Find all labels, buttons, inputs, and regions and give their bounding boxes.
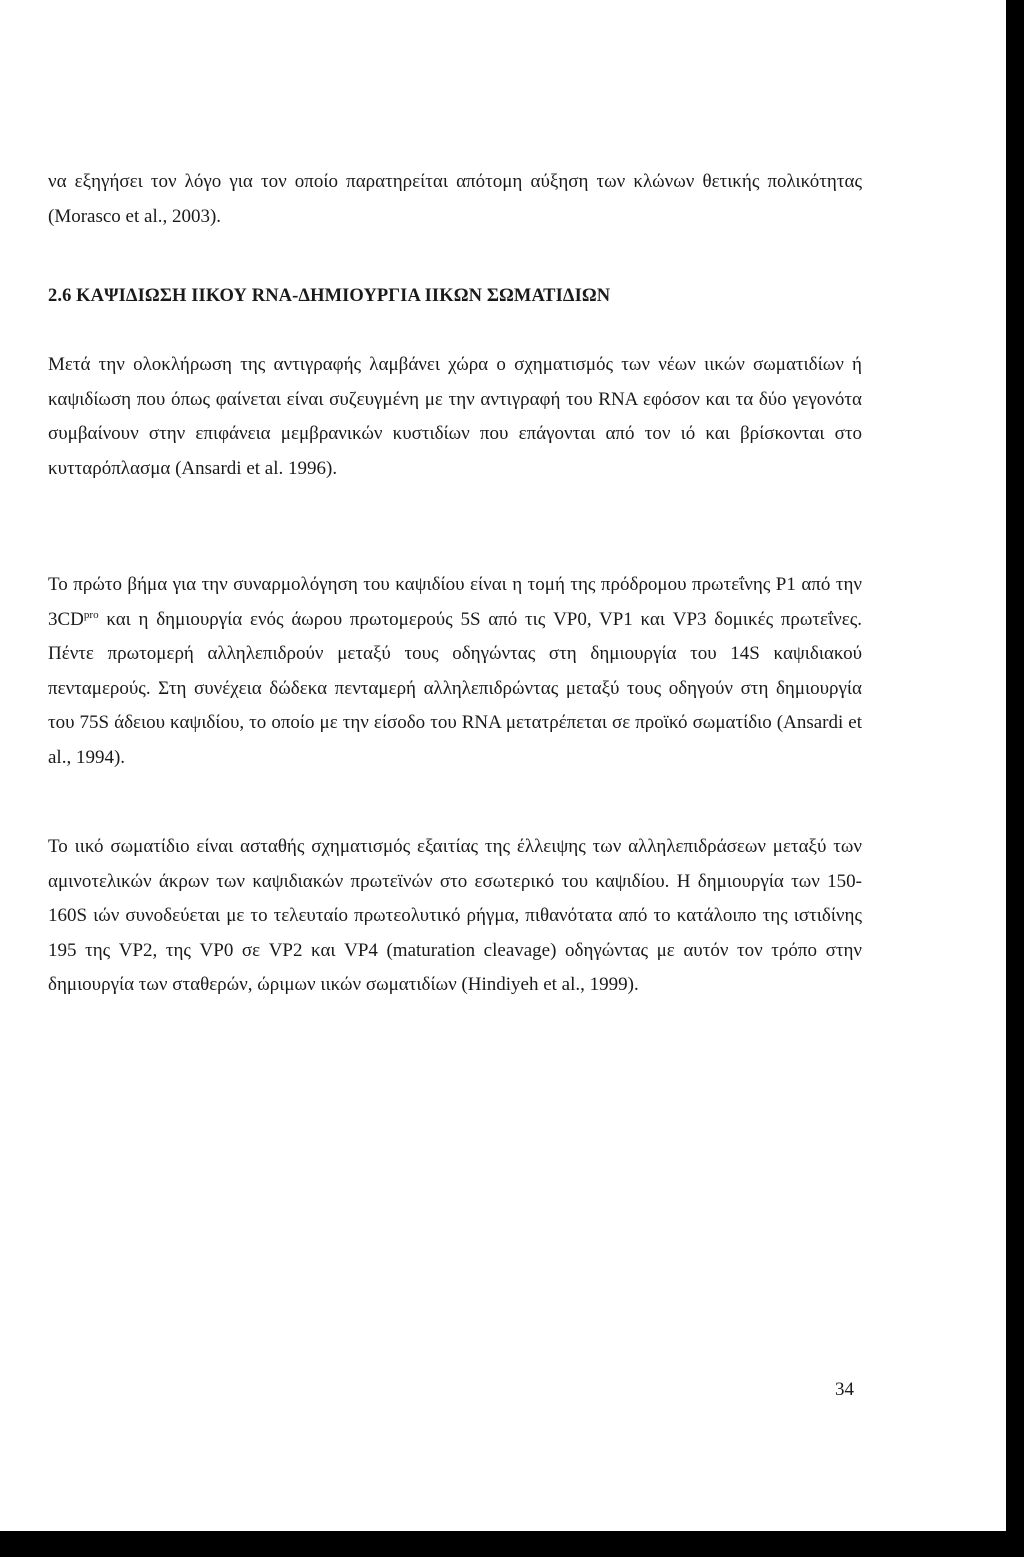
paragraph-encapsidation: Μετά την ολοκλήρωση της αντιγραφής λαμβάνει χώρα ο σχηματισμός των νέων ιικών σωματιδίων ή καψιδίωση που όπως φαίνεται είναι συζευγμένη με την αντιγραφή του RNA εφόσον και τα δύο γεγονότα συμβαίνουν στην επιφάνεια μεμβρανικών κυστιδίων που επάγονται από τον ιό και βρίσκονται στο κυτταρόπλασμα (Ansardi et al. 1996). (48, 354, 862, 479)
page-number: 34 (835, 1379, 854, 1400)
paragraph-maturation: Το ιικό σωματίδιο είναι ασταθής σχηματισμός εξαιτίας της έλλειψης των αλληλεπιδράσεων μεταξύ των αμινοτελικών άκρων των καψιδιακών πρωτεϊνών στο εσωτερικό του καψιδίου. Η δημιουργία των 150-160S ιών συνοδεύεται με το τελευταίο πρωτεολυτικό ρήγμα, πιθανότατα από το κατάλοιπο της ιστιδίνης 195 της VP2, της VP0 σε VP2 και VP4 (maturation cleavage) οδηγώντας με αυτόν τον τρόπο στην δημιουργία των σταθερών, ώριμων ιικών σωματιδίων (Hindiyeh et al., 1999). (48, 836, 862, 995)
paragraph-assembly (48, 568, 862, 775)
paragraph-assembly-text-start: Το πρώτο βήμα για την συναρμολόγηση του καψιδίου είναι η τομή της πρόδρομου πρωτεΐνης P1 από την 3CD (48, 574, 862, 630)
section-heading: 2.6 ΚΑΨΙΔΙΩΣΗ ΙΙΚΟΥ RNA-ΔΗΜΙΟΥΡΓΙΑ ΙΙΚΩΝ ΣΩΜΑΤΙΔΙΩΝ (48, 286, 611, 306)
paragraph-continuation: να εξηγήσει τον λόγο για τον οποίο παρατηρείται απότομη αύξηση των κλώνων θετικής πολικότητας (Morasco et al., 2003). (48, 171, 862, 227)
superscript-pro: pro (83, 608, 99, 621)
paragraph-assembly-text-end: και η δημιουργία ενός άωρου πρωτομερούς 5S από τις VP0, VP1 και VP3 δομικές πρωτεΐνες. Πέντε πρωτομερή αλληλεπιδρούν μεταξύ τους οδηγώντας στη δημιουργία του 14S καψιδιακού πενταμερούς. Στη συνέχεια δώδεκα πενταμερή αλληλεπιδρώντας μεταξύ τους οδηγούν στη δημιουργία του 75S άδειου καψιδίου, το οποίο με την είσοδο του RNA μετατρέπεται σε προϊκό σωματίδιο (Ansardi et al., 1994). (48, 608, 862, 768)
